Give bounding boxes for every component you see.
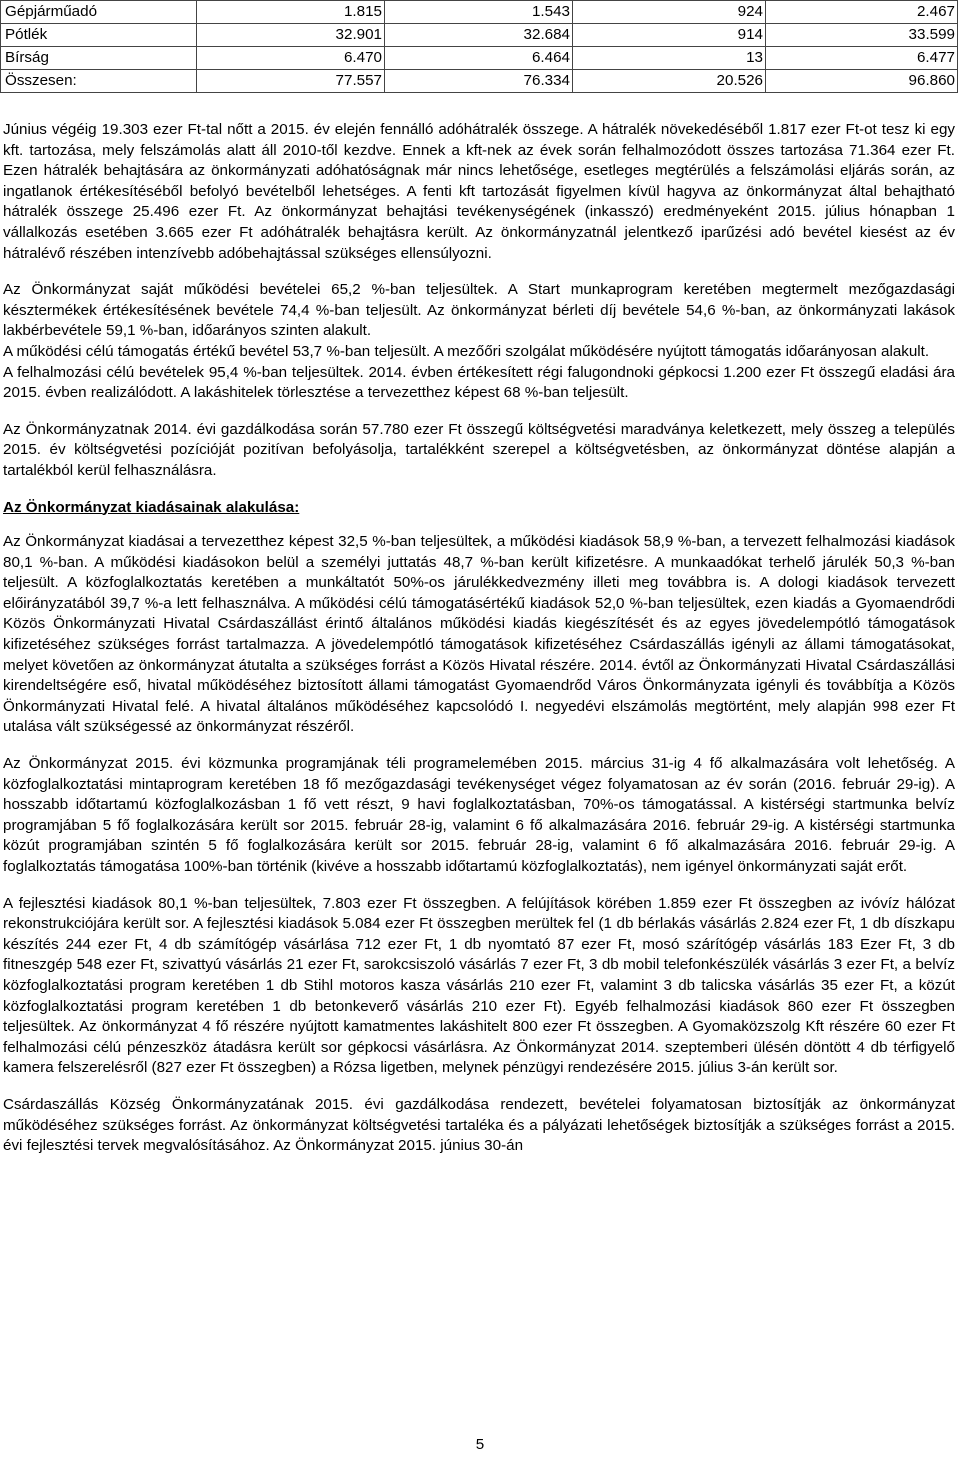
cell-value: 96.860 <box>766 70 958 93</box>
cell-value: 924 <box>573 1 766 24</box>
paragraph-development-expenses: A fejlesztési kiadások 80,1 %-ban teljesültek, 7.803 ezer Ft összegben. A felújítások körében 1.859 ezer Ft összegben az ivóvíz hálózat rekonstrukciójára került sor. A fejlesztési kiadások 5.084 ezer Ft összegben merültek fel (1 db bérlakás vásárlás 2.824 ezer Ft, 1 db díszkapu készítés 244 ezer Ft, 4 db számítógép vásárlása 712 ezer Ft, 1 db nyomtató 87 ezer Ft, mosó szárítógép vásárlás 183 Ezer Ft, 3 db fitneszgép 548 ezer Ft, szivattyú vásárlás 21 ezer Ft, sarokcsiszoló vásárlás 7 ezer Ft, 3 db mobil telefonkészülék vásárlás 3 ezer Ft, a belvíz közfoglalkoztatási program keretében 1 db Stihl motoros kasza vásárlás 210 ezer Ft, valamint 3 db talicska vásárlás 35 ezer Ft, a közút közfoglalkoztatási program keretében 1 db betonkeverő vásárlás 210 ezer Ft). Egyéb felhalmozási kiadások 860 ezer Ft összegben teljesültek. Az önkormányzat 4 fő részére nyújtott kamatmentes lakáshitelt 800 ezer Ft összegben. A Gyomaközszolg Kft részére 60 ezer Ft felhalmozási célú pénzeszköz átadásra került sor gépkocsi vásárlásra. Az Önkormányzat 2014. szeptemberi ülésén döntött 4 db térfigyelő kamera felszerelésről (827 ezer Ft összegben) a Rózsa ligetben, melynek pénzügyi rendezésére 2015. július 3-án került sor. <box>3 894 955 1077</box>
page-number: 5 <box>475 1436 485 1453</box>
paragraph-budget-surplus: Az Önkormányzatnak 2014. évi gazdálkodása során 57.780 ezer Ft összegű költségvetési maradványa keletkezett, mely összeg a település 2015. év költségvetési pozícióját pozitívan befolyásolja, tartalékként szerepel a költségvetésben, az önkormányzat döntése alapján a tartalékból kerül felhasználásra. <box>3 420 955 479</box>
section-heading-expenditures: Az Önkormányzat kiadásainak alakulása: <box>3 498 300 516</box>
cell-value: 33.599 <box>766 24 958 47</box>
cell-value: 76.334 <box>385 70 573 93</box>
table-row <box>1 1 958 24</box>
row-label: Pótlék <box>1 24 197 47</box>
paragraph-public-work: Az Önkormányzat 2015. évi közmunka programjának téli programelemében 2015. március 31-ig 4 fő alkalmazására volt lehetőség. A közfoglalkoztatási mintaprogram keretében 18 fő mezőgazdasági tevékenységet végez folyamatosan az év során (2016. február 29-ig). A hosszabb időtartamú közfoglalkozásban 1 fő vett részt, 9 havi foglalkoztatásban, 70%-os támogatással. A kistérségi startmunka belvíz programjában 5 fő foglalkozására került sor 2015. február 28-ig, valamint 6 fő alkalmazására 2016. február 29-ig. A kistérségi startmunka közút programjában szintén 5 fő foglalkozására került sor 2015. február 28-ig, valamint 6 fő alkalmazására 2016. február 29-ig. A foglalkoztatás támogatása 100%-ban történik (kivéve a hosszabb időtartamú közfoglalkoztatás), nem igényel önkormányzati saját erőt. <box>3 755 955 875</box>
row-label: Gépjárműadó <box>1 1 197 24</box>
row-label: Bírság <box>1 47 197 70</box>
cell-value: 1.543 <box>385 1 573 24</box>
cell-value: 20.526 <box>573 70 766 93</box>
cell-value: 6.470 <box>197 47 385 70</box>
paragraph-own-revenue: Az Önkormányzat saját működési bevételei 65,2 %-ban teljesültek. A Start munkaprogram keretében megtermelt mezőgazdasági késztermékek értékesítésének bevétele 74,4 %-ban teljesült. Az önkormányzat bérleti díj bevétele 54,6 %-ban, az önkormányzati lakások lakbérbevétele 59,1 %-ban, időarányos szinten alakult. <box>3 281 955 340</box>
cell-value: 32.901 <box>197 24 385 47</box>
cell-value: 6.464 <box>385 47 573 70</box>
paragraph-operating-support: A működési célú támogatás értékű bevétel 53,7 %-ban teljesült. A mezőőri szolgálat működésére nyújtott támogatás időarányosan alakult. <box>3 342 930 360</box>
cell-value: 914 <box>573 24 766 47</box>
cell-value: 2.467 <box>766 1 958 24</box>
cell-value: 77.557 <box>197 70 385 93</box>
cell-value: 13 <box>573 47 766 70</box>
document-body <box>3 120 955 1173</box>
paragraph-tax-arrears: Június végéig 19.303 ezer Ft-tal nőtt a 2015. év elején fennálló adóhátralék összege. A hátralék növekedéséből 1.817 ezer Ft-ot tesz ki egy kft. tartozása, mely felszámolás alatt áll 2010-től kezdve. Ennek a kft-nek az évek során felhalmozódott összes tartozása 71.364 ezer Ft. Ezen hátralék behajtására az önkormányzati adóhatóságnak már nincs lehetősége, esetleges megtérülés a felszámolási eljárás során, az ingatlanok értékesítéséből befolyó bevételből lehetséges. A fenti kft tartozását figyelmen kívül hagyva az önkormányzat által behajtható hátralék összege 25.496 ezer Ft. Az önkormányzat behajtási tevékenységének (inkasszó) eredményeként 2015. július hónapban 1 vállalkozás esetében 3.665 ezer Ft adóhátralék behajtásra került. Az önkormányzatnál jelentkező iparűzési adó bevétel kiesést az év hátralévő részében intenzívebb adóbehajtással szükséges ellensúlyozni. <box>3 121 955 262</box>
cell-value: 1.815 <box>197 1 385 24</box>
row-label: Összesen: <box>1 70 197 93</box>
cell-value: 32.684 <box>385 24 573 47</box>
paragraph-summary: Csárdaszállás Község Önkormányzatának 2015. évi gazdálkodása rendezett, bevételei folyamatosan biztosítják az önkormányzat működéséhez szükséges forrást. Az önkormányzat költségvetési tartaléka és a pályázati lehetőségek biztosítják a szükséges forrást a 2015. évi fejlesztési tervek megvalósításához. Az Önkormányzat 2015. június 30-án <box>3 1095 955 1155</box>
paragraph-expenditures: Az Önkormányzat kiadásai a tervezetthez képest 32,5 %-ban teljesültek, a működési kiadások 58,9 %-ban, a tervezett felhalmozási kiadások 80,1 %-ban. A működési kiadásokon belül a személyi juttatás 48,7 %-ban került kifizetésre. A munkaadókat terhelő járulék 50,3 %-ban teljesült. A közfoglalkoztatás keretében a munkáltatót 50%-os járulékkedvezmény illeti meg továbbra is. A dologi kiadások tervezett előirányzatából 39,7 %-a lett felhasználva. A működési célú támogatásértékű kiadások 52,0 %-ban teljesültek, ezen kiadás a Gyomaendrődi Közös Önkormányzati Hivatal Csárdaszállást érintő általános működési kiadás kiegészítését és az egyes jövedelempótló támogatások kifizetéséhez szükséges forrást tartalmazza. A jövedelempótló támogatások kifizetéséhez Csárdaszállás igényli az állami támogatásokat, melyet követően az önkormányzat átutalta a szükséges forrást a Közös Hivatal részére. 2014. évtől az Önkormányzati Hivatal Csárdaszállási kirendeltségére eső, hivatal működéséhez biztosított állami támogatást Gyomaendrőd Város Önkormányzata igényli és továbbítja a Közös Önkormányzati Hivatal felé. A hivatal általános működéséhez kapcsolódó I. negyedévi elszámolás megtörtént, mely alapján 998 ezer Ft utalása vált szükségessé az önkormányzat részéről. <box>3 533 955 736</box>
table-row <box>1 24 958 47</box>
table-row <box>1 70 958 93</box>
tax-arrears-table <box>0 0 958 93</box>
paragraph-capital-revenue: A felhalmozási célú bevételek 95,4 %-ban teljesültek. 2014. évben értékesített régi falugondnoki gépkocsi 1.200 ezer Ft összegű eladási ára 2015. évben realizálódott. A lakáshitelek törlesztése a tervezetthez képest 68 %-ban teljesült. <box>3 363 955 402</box>
cell-value: 6.477 <box>766 47 958 70</box>
table-row <box>1 47 958 70</box>
